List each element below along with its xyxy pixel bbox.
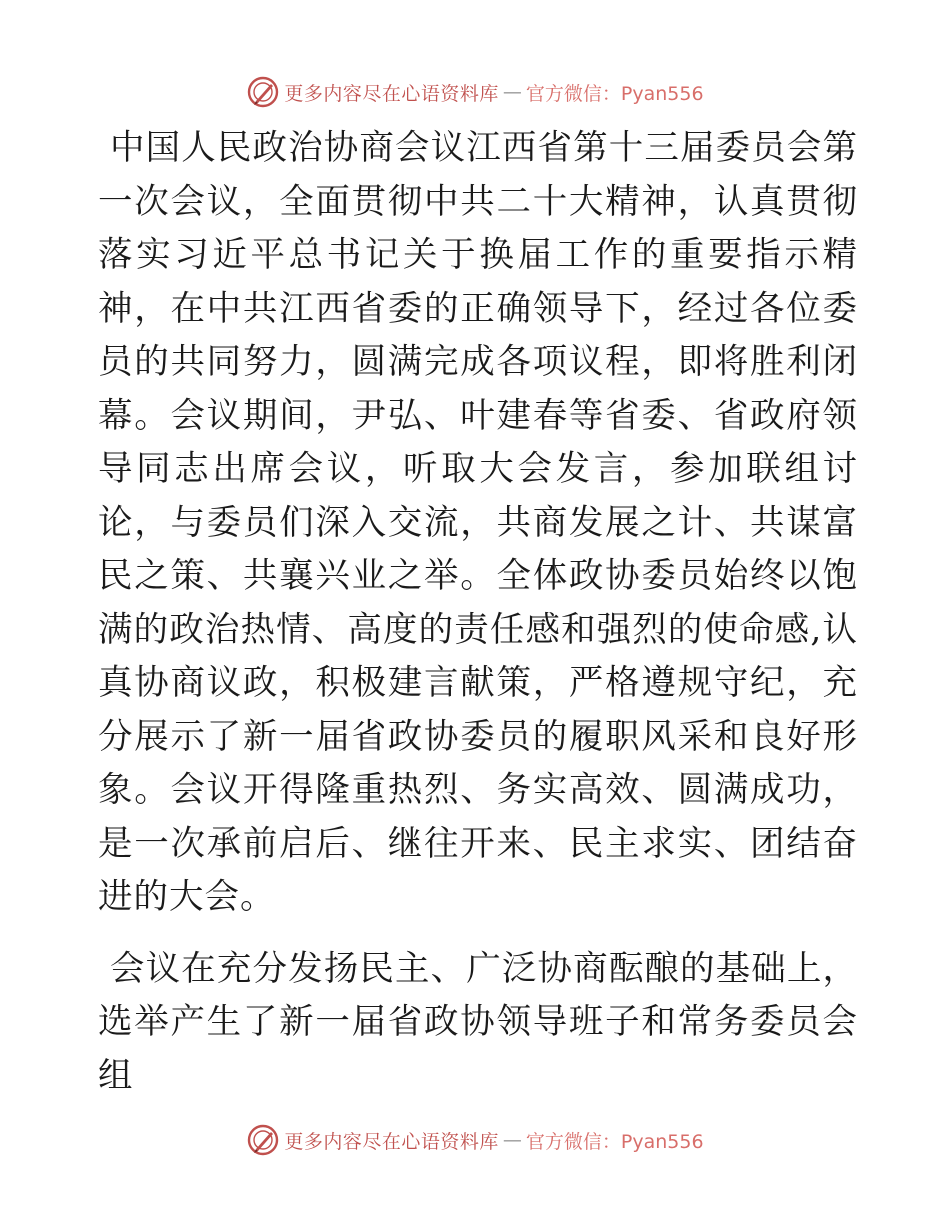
header-watermark — [0, 72, 950, 112]
pen-circle-logo-icon — [246, 1123, 280, 1157]
document-body — [98, 122, 858, 1103]
watermark-text: 更多内容尽在心语资料库 — [284, 82, 499, 105]
pen-circle-logo-icon — [246, 75, 280, 109]
paragraph-1: 中国人民政治协商会议江西省第十三届委员会第一次会议，全面贯彻中共二十大精神，认真贯彻落实习近平总书记关于换届工作的重要指示精神，在中共江西省委的正确领导下，经过各位委员的共同努力，圆满完成各项议程，即将胜利闭幕。会议期间，尹弘、叶建春等省委、省政府领导同志出席会议，听取大会发言，参加联组讨论，与委员们深入交流，共商发展之计、共谋富民之策、共襄兴业之举。全体政协委员始终以饱满的政治热情、高度的责任感和强烈的使命感,认真协商议政，积极建言献策，严格遵规守纪，充分展示了新一届省政协委员的履职风采和良好形象。会议开得隆重热烈、务实高效、圆满成功，是一次承前启后、继往开来、民主求实、团结奋进的大会。 — [98, 128, 858, 917]
watermark-separator: — — [502, 1129, 522, 1151]
watermark-separator: — — [502, 81, 522, 103]
watermark-contact: 官方微信：Pyan556 — [525, 1130, 704, 1153]
watermark-contact: 官方微信：Pyan556 — [525, 82, 704, 105]
paragraph-2: 会议在充分发扬民主、广泛协商酝酿的基础上，选举产生了新一届省政协领导班子和常务委员会组 — [98, 948, 858, 1096]
footer-watermark — [0, 1120, 950, 1160]
watermark-text: 更多内容尽在心语资料库 — [284, 1130, 499, 1153]
